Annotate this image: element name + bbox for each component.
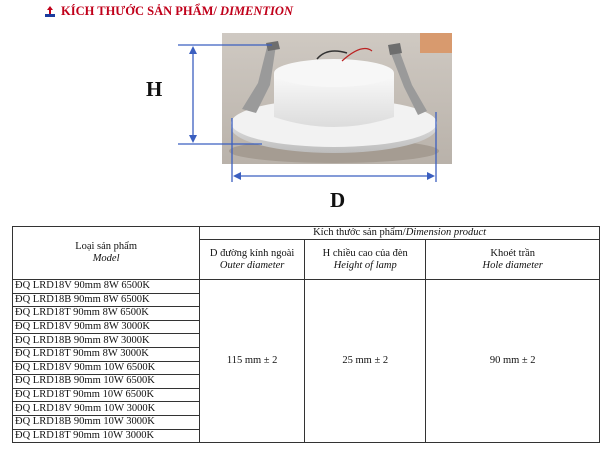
- model-cell: ĐQ LRD18V 90mm 10W 6500K: [13, 361, 200, 375]
- diameter-label: D: [330, 188, 346, 212]
- dimension-table: [12, 226, 600, 443]
- outer-diameter-header: D đường kính ngoài Outer diameter: [200, 240, 305, 280]
- dimension-header: Kích thước sản phẩm/Dimension product: [200, 227, 600, 240]
- height-value: 25 mm ± 2: [305, 280, 426, 443]
- model-cell: ĐQ LRD18T 90mm 10W 3000K: [13, 429, 200, 443]
- model-cell: ĐQ LRD18T 90mm 8W 6500K: [13, 307, 200, 321]
- model-cell: ĐQ LRD18V 90mm 8W 3000K: [13, 320, 200, 334]
- hole-diameter-value: 90 mm ± 2: [426, 280, 600, 443]
- hole-diameter-header: Khoét trần Hole diameter: [426, 240, 600, 280]
- model-cell: ĐQ LRD18V 90mm 8W 6500K: [13, 280, 200, 294]
- model-cell: ĐQ LRD18B 90mm 8W 6500K: [13, 293, 200, 307]
- height-header: H chiều cao của đèn Height of lamp: [305, 240, 426, 280]
- model-cell: ĐQ LRD18T 90mm 8W 3000K: [13, 347, 200, 361]
- model-cell: ĐQ LRD18T 90mm 10W 6500K: [13, 388, 200, 402]
- outer-diameter-value: 115 mm ± 2: [200, 280, 305, 443]
- height-label: H: [146, 77, 163, 101]
- heading-text: KÍCH THƯỚC SẢN PHẨM/ DIMENTION: [61, 4, 293, 18]
- model-cell: ĐQ LRD18V 90mm 10W 3000K: [13, 402, 200, 416]
- model-header: Loại sản phẩm Model: [13, 227, 200, 280]
- model-cell: ĐQ LRD18B 90mm 10W 3000K: [13, 415, 200, 429]
- model-cell: ĐQ LRD18B 90mm 10W 6500K: [13, 375, 200, 389]
- model-cell: ĐQ LRD18B 90mm 8W 3000K: [13, 334, 200, 348]
